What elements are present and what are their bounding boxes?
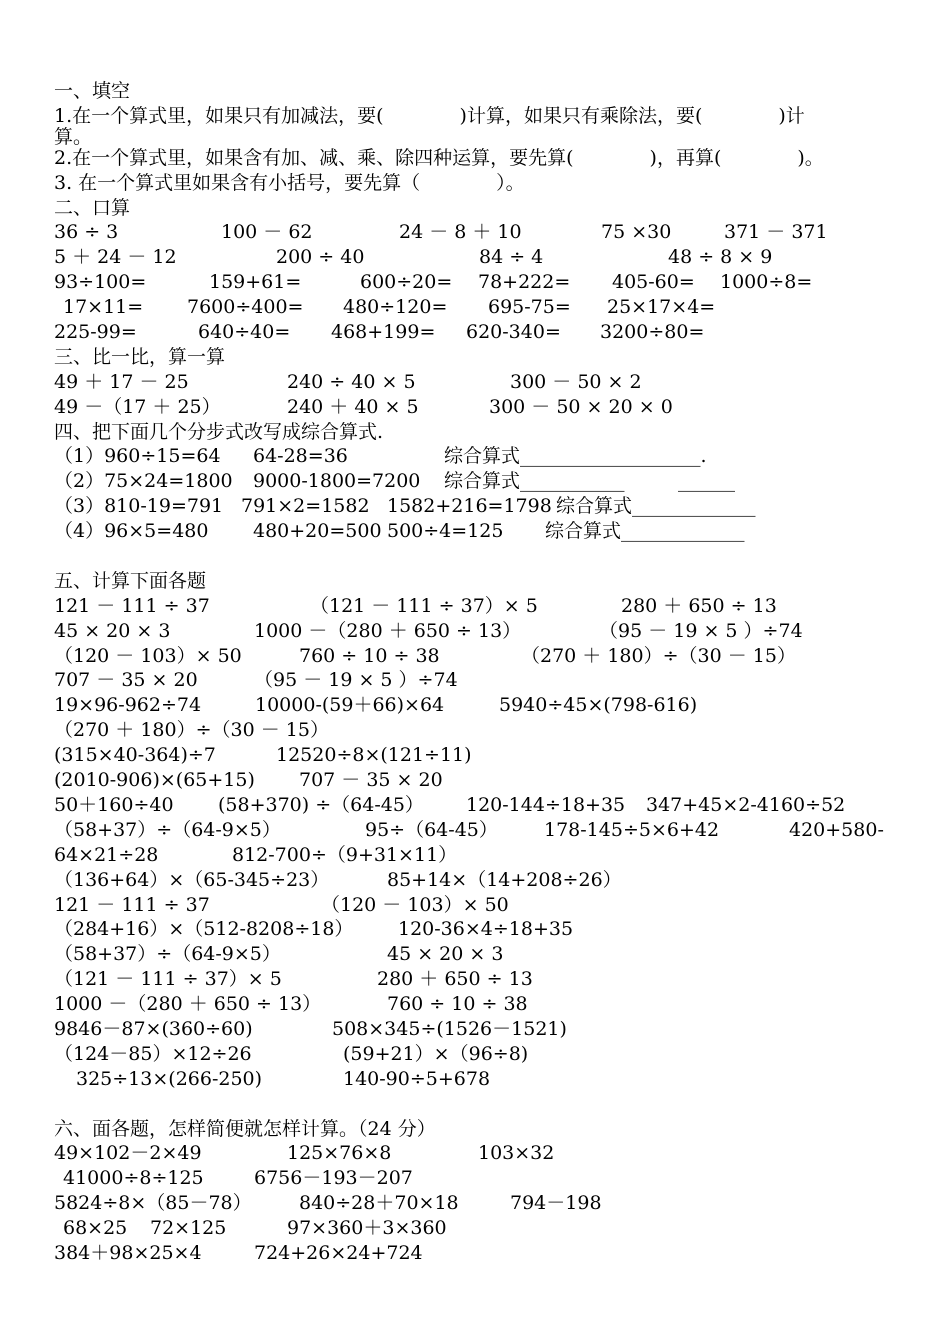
problem: 12520÷8×(121÷11) — [276, 744, 472, 767]
calc-row-10 — [54, 818, 900, 843]
calc-row-8 — [54, 768, 900, 793]
problem: (58+370) ÷（64-45） — [218, 793, 424, 816]
problem: 280 ＋ 650 ÷ 13 — [377, 968, 533, 991]
problem: （121 － 111 ÷ 37）× 5 — [310, 594, 538, 617]
mental-math-row-1 — [54, 220, 900, 245]
problem: 125×76×8 — [287, 1142, 392, 1165]
problem: 1000 －（280 ＋ 650 ÷ 13） — [54, 993, 322, 1016]
problem: 19×96-962÷74 — [54, 694, 202, 717]
simplify-row-1 — [54, 1141, 900, 1166]
section-6-heading: 六、面各题，怎样简便就怎样计算。（24 分） — [54, 1117, 436, 1140]
mental-math-row-3 — [54, 270, 900, 295]
problem: 240 ＋ 40 × 5 — [287, 395, 419, 418]
problem: 840÷28＋70×18 — [299, 1192, 459, 1215]
problem: 405-60= — [612, 271, 695, 294]
blank-line — [54, 1092, 900, 1117]
mental-math-row-5 — [54, 320, 900, 345]
problem: 121 － 111 ÷ 37 — [54, 594, 210, 617]
fill-question-2: 2.在一个算式里，如果含有加、减、乘、除四种运算，要先算( )，再算( )。 — [54, 146, 824, 169]
problem: （3）810-19=791 — [54, 495, 224, 518]
mental-math-row-4 — [54, 295, 900, 320]
compare-row-1 — [54, 370, 900, 395]
problem: 300 － 50 × 2 — [510, 370, 642, 393]
problem: 508×345÷(1526－1521) — [332, 1017, 567, 1040]
problem: 178-145÷5×6+42 — [544, 818, 720, 841]
simplify-row-3 — [54, 1191, 900, 1216]
problem: 120-144÷18+35 — [466, 793, 626, 816]
problem: 384＋98×25×4 — [54, 1241, 202, 1264]
problem: 10000-(59＋66)×64 — [255, 694, 445, 717]
problem: 121 － 111 ÷ 37 — [54, 893, 210, 916]
problem: 9000-1800=7200 — [253, 470, 421, 493]
calc-row-15 — [54, 942, 900, 967]
calc-row-11 — [54, 843, 900, 868]
problem: 72×125 — [150, 1217, 227, 1240]
problem: 7600÷400= — [187, 296, 304, 319]
problem: 707 － 35 × 20 — [54, 669, 198, 692]
problem: 1000 －（280 ＋ 650 ÷ 13） — [254, 619, 522, 642]
problem: 1000÷8= — [720, 271, 813, 294]
calc-row-4 — [54, 668, 900, 693]
problem: 120-36×4÷18+35 — [398, 918, 574, 941]
calc-row-12 — [54, 868, 900, 893]
mental-math-row-2 — [54, 245, 900, 270]
calc-row-3 — [54, 644, 900, 669]
problem: （95 － 19 × 5 ）÷74 — [599, 619, 803, 642]
problem: 5940÷45×(798-616) — [499, 694, 698, 717]
problem: 68×25 — [63, 1217, 128, 1240]
answer-blank: ______ — [678, 470, 735, 493]
problem: 812-700÷（9+31×11） — [232, 843, 458, 866]
problem: 794－198 — [510, 1192, 602, 1215]
fill-question-1-line-2: 算。 — [54, 125, 93, 148]
problem: 420+580- — [789, 818, 884, 841]
problem: 159+61= — [209, 271, 302, 294]
problem: 695-75= — [488, 296, 571, 319]
simplify-row-5 — [54, 1241, 900, 1266]
answer-blank: 综合算式___________ — [444, 470, 625, 493]
problem: 45 × 20 × 3 — [54, 619, 171, 642]
calc-row-17 — [54, 992, 900, 1017]
problem: 75 ×30 — [601, 221, 672, 244]
problem: 100 － 62 — [221, 221, 313, 244]
problem: 78+222= — [478, 271, 571, 294]
calc-row-16 — [54, 967, 900, 992]
problem: 3200÷80= — [600, 321, 705, 344]
problem: 140-90÷5+678 — [343, 1067, 491, 1090]
section-3-heading: 三、比一比，算一算 — [54, 345, 226, 368]
problem: 45 × 20 × 3 — [387, 943, 504, 966]
calc-row-2 — [54, 619, 900, 644]
problem: 325÷13×(266-250) — [76, 1067, 263, 1090]
problem: 760 ÷ 10 ÷ 38 — [299, 644, 440, 667]
problem: 620-340= — [466, 321, 561, 344]
section-4-heading: 四、把下面几个分步式改写成综合算式. — [54, 420, 384, 443]
problem: （136+64）×（65-345÷23） — [54, 868, 330, 891]
fill-question-3: 3. 在一个算式里如果含有小括号，要先算（ ）。 — [54, 171, 525, 194]
section-1-heading: 一、填空 — [54, 80, 131, 102]
simplify-row-4 — [54, 1216, 900, 1241]
problem: （270 ＋ 180）÷（30 － 15） — [54, 719, 329, 742]
combine-row-4 — [54, 519, 900, 544]
calc-row-9 — [54, 793, 900, 818]
calc-row-1 — [54, 594, 900, 619]
problem: 500÷4=125 — [387, 520, 504, 543]
problem: 64×21÷28 — [54, 843, 159, 866]
problem: （124－85）×12÷26 — [54, 1042, 252, 1065]
calc-row-5 — [54, 693, 900, 718]
problem: （58+37）÷（64-9×5） — [54, 818, 281, 841]
problem: （95 － 19 × 5 ）÷74 — [254, 669, 458, 692]
problem: 480+20=500 — [253, 520, 382, 543]
problem: 49 －（17 ＋ 25） — [54, 395, 221, 418]
problem: 49 ＋ 17 － 25 — [54, 370, 189, 393]
problem: 6756－193－207 — [254, 1167, 413, 1190]
problem: 64-28=36 — [253, 445, 348, 468]
problem: 225-99= — [54, 321, 137, 344]
calc-row-19 — [54, 1042, 900, 1067]
problem: 200 ÷ 40 — [276, 246, 365, 269]
problem: 240 ÷ 40 × 5 — [287, 370, 416, 393]
problem: 5824÷8×（85－78） — [54, 1192, 252, 1215]
problem: 85+14×（14+208÷26） — [387, 868, 622, 891]
problem: （120 － 103）× 50 — [321, 893, 509, 916]
problem: 724+26×24+724 — [254, 1241, 423, 1264]
calc-row-18 — [54, 1017, 900, 1042]
problem: 97×360＋3×360 — [287, 1217, 447, 1240]
problem: 371 － 371 — [724, 221, 828, 244]
compare-row-2 — [54, 395, 900, 420]
problem: 93÷100= — [54, 271, 147, 294]
problem: 300 － 50 × 20 × 0 — [489, 395, 673, 418]
simplify-row-2 — [54, 1166, 900, 1191]
combine-row-1 — [54, 444, 900, 469]
problem: (59+21）×（96÷8) — [343, 1042, 529, 1065]
problem: (315×40-364)÷7 — [54, 744, 216, 767]
problem: 791×2=1582 — [241, 495, 370, 518]
calc-row-20 — [54, 1067, 900, 1092]
problem: 1582+216=1798 — [387, 495, 552, 518]
problem: （121 － 111 ÷ 37）× 5 — [54, 968, 282, 991]
problem: 640÷40= — [198, 321, 291, 344]
fill-question-1-line-1: 1.在一个算式里，如果只有加减法，要( )计算，如果只有乘除法，要( )计 — [54, 104, 805, 127]
worksheet — [54, 79, 900, 1266]
problem: （2）75×24=1800 — [54, 470, 233, 493]
problem: 24 － 8 ＋ 10 — [399, 221, 522, 244]
problem: 103×32 — [478, 1142, 555, 1165]
problem: （4）96×5=480 — [54, 520, 209, 543]
problem: 280 ＋ 650 ÷ 13 — [621, 594, 777, 617]
calc-row-13 — [54, 893, 900, 918]
problem: 480÷120= — [343, 296, 448, 319]
problem: 48 ÷ 8 × 9 — [668, 246, 773, 269]
problem: 84 ÷ 4 — [479, 246, 544, 269]
problem: （120 － 103）× 50 — [54, 644, 242, 667]
problem: 49×102－2×49 — [54, 1142, 202, 1165]
calc-row-7 — [54, 743, 900, 768]
problem: 347+45×2-4160÷52 — [646, 793, 846, 816]
problem: 707 － 35 × 20 — [299, 769, 443, 792]
problem: (2010-906)×(65+15) — [54, 769, 255, 792]
problem: 9846－87×(360÷60) — [54, 1017, 253, 1040]
combine-row-2 — [54, 469, 900, 494]
problem: 17×11= — [63, 296, 144, 319]
answer-blank: 综合算式_____________ — [556, 495, 756, 518]
problem: 600÷20= — [360, 271, 453, 294]
problem: 468+199= — [331, 321, 436, 344]
problem: 760 ÷ 10 ÷ 38 — [387, 993, 528, 1016]
problem: 5 ＋ 24 － 12 — [54, 246, 177, 269]
problem: 36 ÷ 3 — [54, 221, 119, 244]
section-5-heading: 五、计算下面各题 — [54, 569, 207, 592]
problem: 25×17×4= — [607, 296, 716, 319]
problem: （270 ＋ 180）÷（30 － 15） — [521, 644, 796, 667]
problem: （284+16）×（512-8208÷18） — [54, 918, 354, 941]
calc-row-6 — [54, 718, 900, 743]
problem: （1）960÷15=64 — [54, 445, 221, 468]
problem: 50＋160÷40 — [54, 793, 174, 816]
answer-blank: 综合算式_____________ — [545, 520, 745, 543]
calc-row-14 — [54, 917, 900, 942]
problem: 41000÷8÷125 — [63, 1167, 204, 1190]
combine-row-3 — [54, 494, 900, 519]
problem: （58+37）÷（64-9×5） — [54, 943, 281, 966]
answer-blank: 综合算式___________________. — [444, 445, 707, 468]
section-2-heading: 二、口算 — [54, 196, 131, 219]
blank-line — [54, 544, 900, 569]
problem: 95÷（64-45） — [365, 818, 498, 841]
